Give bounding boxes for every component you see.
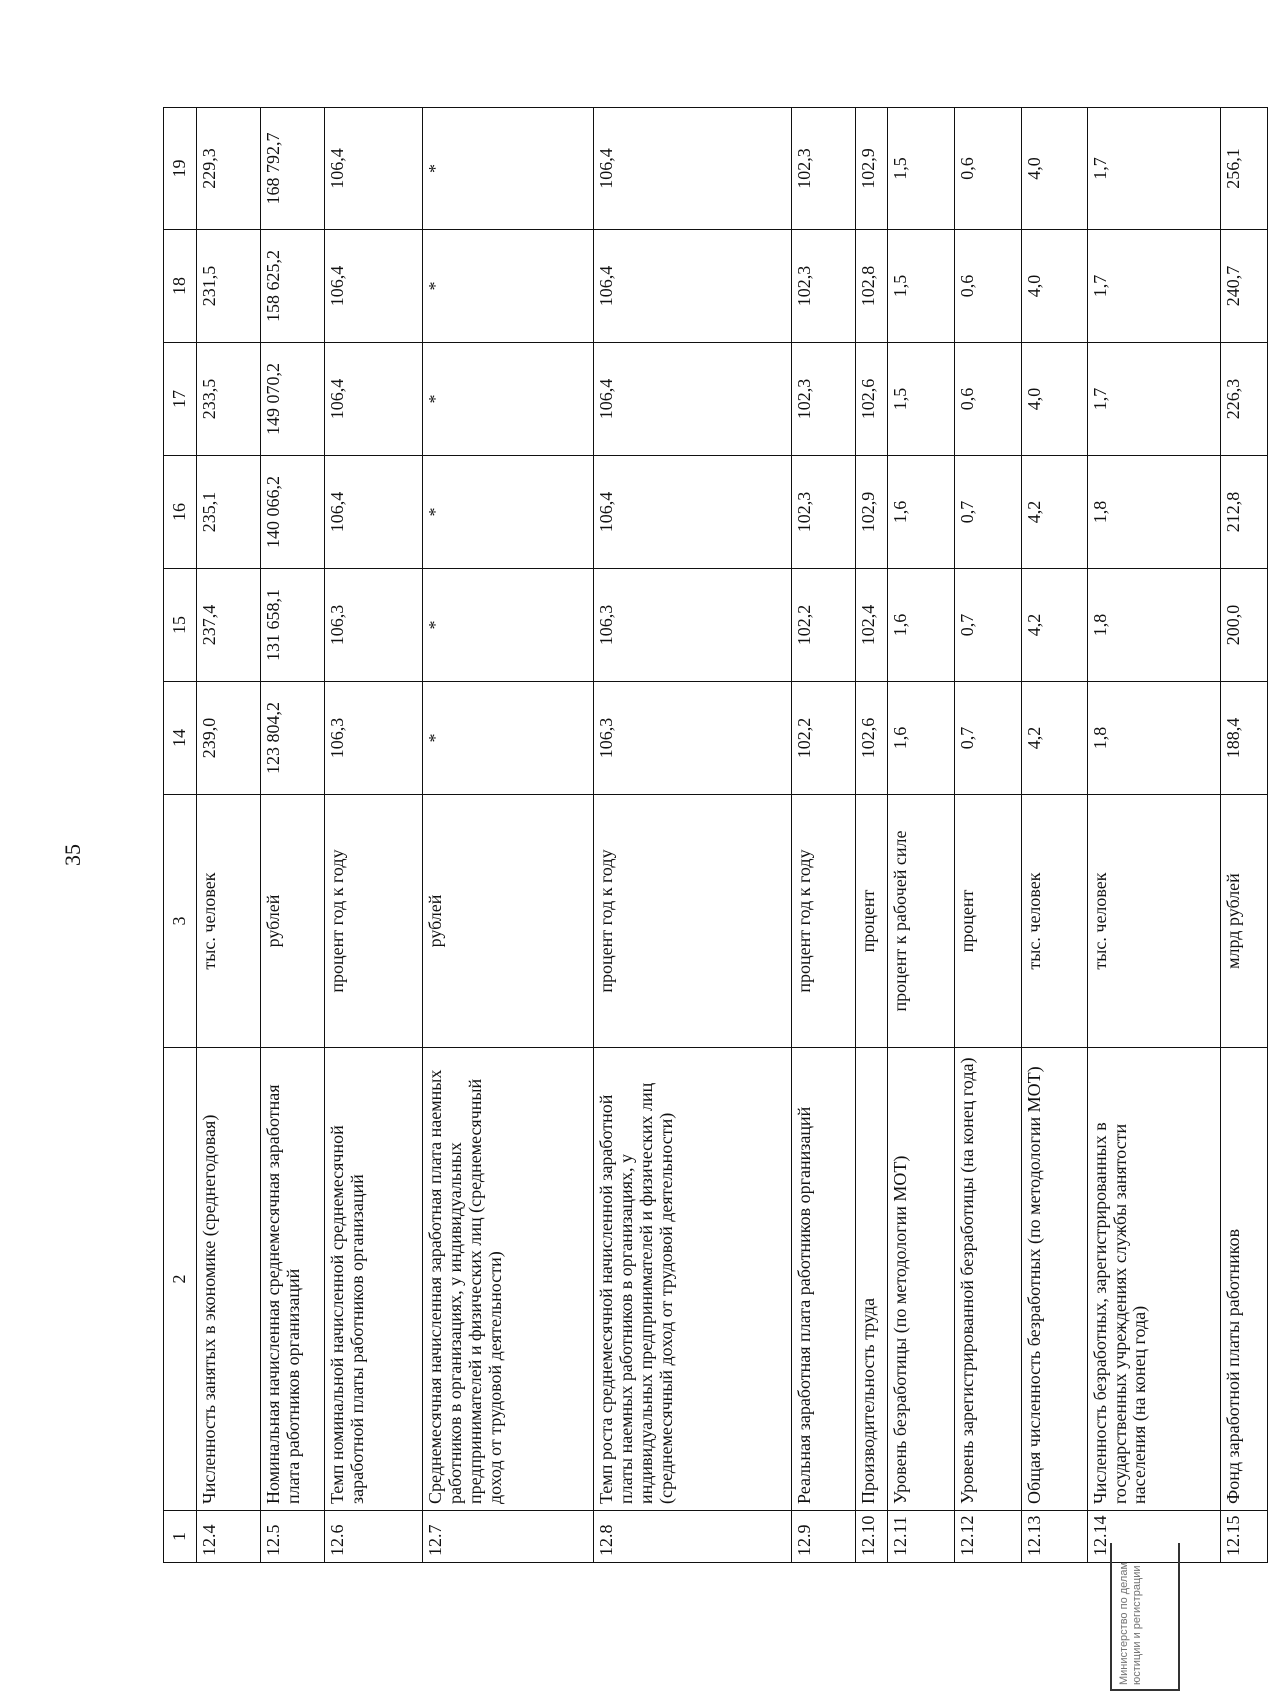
row-value: 106,3 [594,682,791,795]
row-value: 256,1 [1221,108,1268,230]
row-value: 158 625,2 [260,230,324,343]
row-value: 102,3 [791,230,855,343]
row-indicator-name: Общая численность безработных (по методологии МОТ) [1021,1048,1087,1511]
column-header: 3 [164,795,197,1048]
stamp-line-2: юстиции и регистрации [1131,1565,1143,1685]
row-value: 0,7 [955,569,1021,682]
row-value: 106,3 [594,569,791,682]
row-value: 240,7 [1221,230,1268,343]
row-value: 233,5 [197,343,261,456]
row-value: 1,8 [1087,569,1221,682]
data-table-rotated [163,108,1268,1563]
row-value: 200,0 [1221,569,1268,682]
stamp-text [1112,1543,1150,1691]
row-code: 12.6 [324,1511,423,1563]
row-value: 4,0 [1021,230,1087,343]
row-value: 1,6 [888,682,955,795]
row-value: * [423,230,594,343]
row-value: 235,1 [197,456,261,569]
table-row [324,108,423,1563]
row-value: 140 066,2 [260,456,324,569]
row-indicator-name: Численность занятых в экономике (среднегодовая) [197,1048,261,1511]
row-code: 12.10 [855,1511,888,1563]
row-value: 188,4 [1221,682,1268,795]
row-value: 1,7 [1087,108,1221,230]
row-value: 4,0 [1021,343,1087,456]
table-row [791,108,855,1563]
column-header: 2 [164,1048,197,1511]
row-value: 231,5 [197,230,261,343]
row-value: 102,3 [791,456,855,569]
row-unit: процент к рабочей силе [888,795,955,1048]
table-row [1087,108,1221,1563]
header-row [164,108,197,1563]
row-value: * [423,343,594,456]
row-value: 4,2 [1021,682,1087,795]
row-indicator-name: Среднемесячная начисленная заработная плата наемных работников в организациях, у индивидуальных предпринимателей и физических лиц (среднемесячный доход от трудовой деятельности) [423,1048,594,1511]
row-value: 102,3 [791,108,855,230]
table-row [1021,108,1087,1563]
row-unit: тыс. человек [197,795,261,1048]
row-code: 12.7 [423,1511,594,1563]
row-value: 131 658,1 [260,569,324,682]
row-indicator-name: Реальная заработная плата работников организаций [791,1048,855,1511]
row-value: * [423,456,594,569]
row-value: 106,4 [594,230,791,343]
row-indicator-name: Темп номинальной начисленной среднемесячной заработной платы работников организаций [324,1048,423,1511]
row-value: 1,7 [1087,230,1221,343]
row-value: 106,4 [324,343,423,456]
page-number: 35 [60,844,85,866]
row-unit: процент год к году [594,795,791,1048]
row-value: 229,3 [197,108,261,230]
row-value: 102,4 [855,569,888,682]
row-code: 12.14 [1087,1511,1221,1563]
column-header: 16 [164,456,197,569]
row-value: * [423,682,594,795]
row-value: 168 792,7 [260,108,324,230]
row-value: 0,7 [955,456,1021,569]
row-value: 4,2 [1021,456,1087,569]
row-value: 0,6 [955,343,1021,456]
row-code: 12.11 [888,1511,955,1563]
row-value: 4,0 [1021,108,1087,230]
row-unit: тыс. человек [1021,795,1087,1048]
row-code: 12.5 [260,1511,324,1563]
row-value: 106,4 [324,456,423,569]
row-code: 12.4 [197,1511,261,1563]
row-value: 1,8 [1087,682,1221,795]
row-indicator-name: Номинальная начисленная среднемесячная заработная плата работников организаций [260,1048,324,1511]
column-header: 19 [164,108,197,230]
row-value: 102,6 [855,682,888,795]
row-value: 106,4 [594,456,791,569]
table-row [888,108,955,1563]
row-value: 1,7 [1087,343,1221,456]
row-value: 0,6 [955,108,1021,230]
row-unit: млрд рублей [1221,795,1268,1048]
row-value: 123 804,2 [260,682,324,795]
row-indicator-name: Численность безработных, зарегистрированных в государственных учреждениях службы занятости населения (на конец года) [1087,1048,1221,1511]
table-row [1221,108,1268,1563]
table-row [197,108,261,1563]
row-unit: процент [855,795,888,1048]
data-table [163,107,1268,1563]
column-header: 14 [164,682,197,795]
column-header: 17 [164,343,197,456]
row-value: 106,4 [594,343,791,456]
row-indicator-name: Уровень зарегистрированной безработицы (на конец года) [955,1048,1021,1511]
row-value: * [423,569,594,682]
row-value: 102,9 [855,108,888,230]
row-value: 102,9 [855,456,888,569]
row-unit: процент год к году [791,795,855,1048]
row-indicator-name: Производительность труда [855,1048,888,1511]
row-unit: рублей [260,795,324,1048]
row-value: 1,5 [888,108,955,230]
row-value: 239,0 [197,682,261,795]
row-indicator-name: Уровень безработицы (по методологии МОТ) [888,1048,955,1511]
table-row [423,108,594,1563]
row-code: 12.12 [955,1511,1021,1563]
row-value: 1,6 [888,569,955,682]
row-value: 106,3 [324,569,423,682]
stamp-line-1: Министерство по делам [1118,1561,1130,1685]
row-value: 102,3 [791,343,855,456]
row-value: 1,6 [888,456,955,569]
row-unit: тыс. человек [1087,795,1221,1048]
row-value: 4,2 [1021,569,1087,682]
table-row [260,108,324,1563]
row-value: 102,2 [791,569,855,682]
row-value: 106,4 [324,108,423,230]
row-code: 12.15 [1221,1511,1268,1563]
row-value: 1,5 [888,230,955,343]
column-header: 18 [164,230,197,343]
row-unit: процент год к году [324,795,423,1048]
row-value: 149 070,2 [260,343,324,456]
row-value: 102,6 [855,343,888,456]
table-row [855,108,888,1563]
row-value: 0,7 [955,682,1021,795]
table-row [955,108,1021,1563]
row-value: 1,5 [888,343,955,456]
row-code: 12.13 [1021,1511,1087,1563]
row-value: 237,4 [197,569,261,682]
row-value: 102,8 [855,230,888,343]
column-header: 1 [164,1511,197,1563]
row-value: 226,3 [1221,343,1268,456]
row-code: 12.9 [791,1511,855,1563]
row-unit: процент [955,795,1021,1048]
column-header: 15 [164,569,197,682]
row-unit: рублей [423,795,594,1048]
row-value: 102,2 [791,682,855,795]
row-value: 106,3 [324,682,423,795]
row-value: 106,4 [324,230,423,343]
row-value: * [423,108,594,230]
row-indicator-name: Темп роста среднемесячной начисленной заработной платы наемных работников в организациях, у индивидуальных предпринимателей и физических лиц (среднемесячный доход от трудовой деятельности) [594,1048,791,1511]
row-value: 212,8 [1221,456,1268,569]
row-code: 12.8 [594,1511,791,1563]
stamp [1110,1543,1180,1691]
row-value: 106,4 [594,108,791,230]
row-value: 0,6 [955,230,1021,343]
row-indicator-name: Фонд заработной платы работников [1221,1048,1268,1511]
table-body [197,108,1268,1563]
table-row [594,108,791,1563]
row-value: 1,8 [1087,456,1221,569]
